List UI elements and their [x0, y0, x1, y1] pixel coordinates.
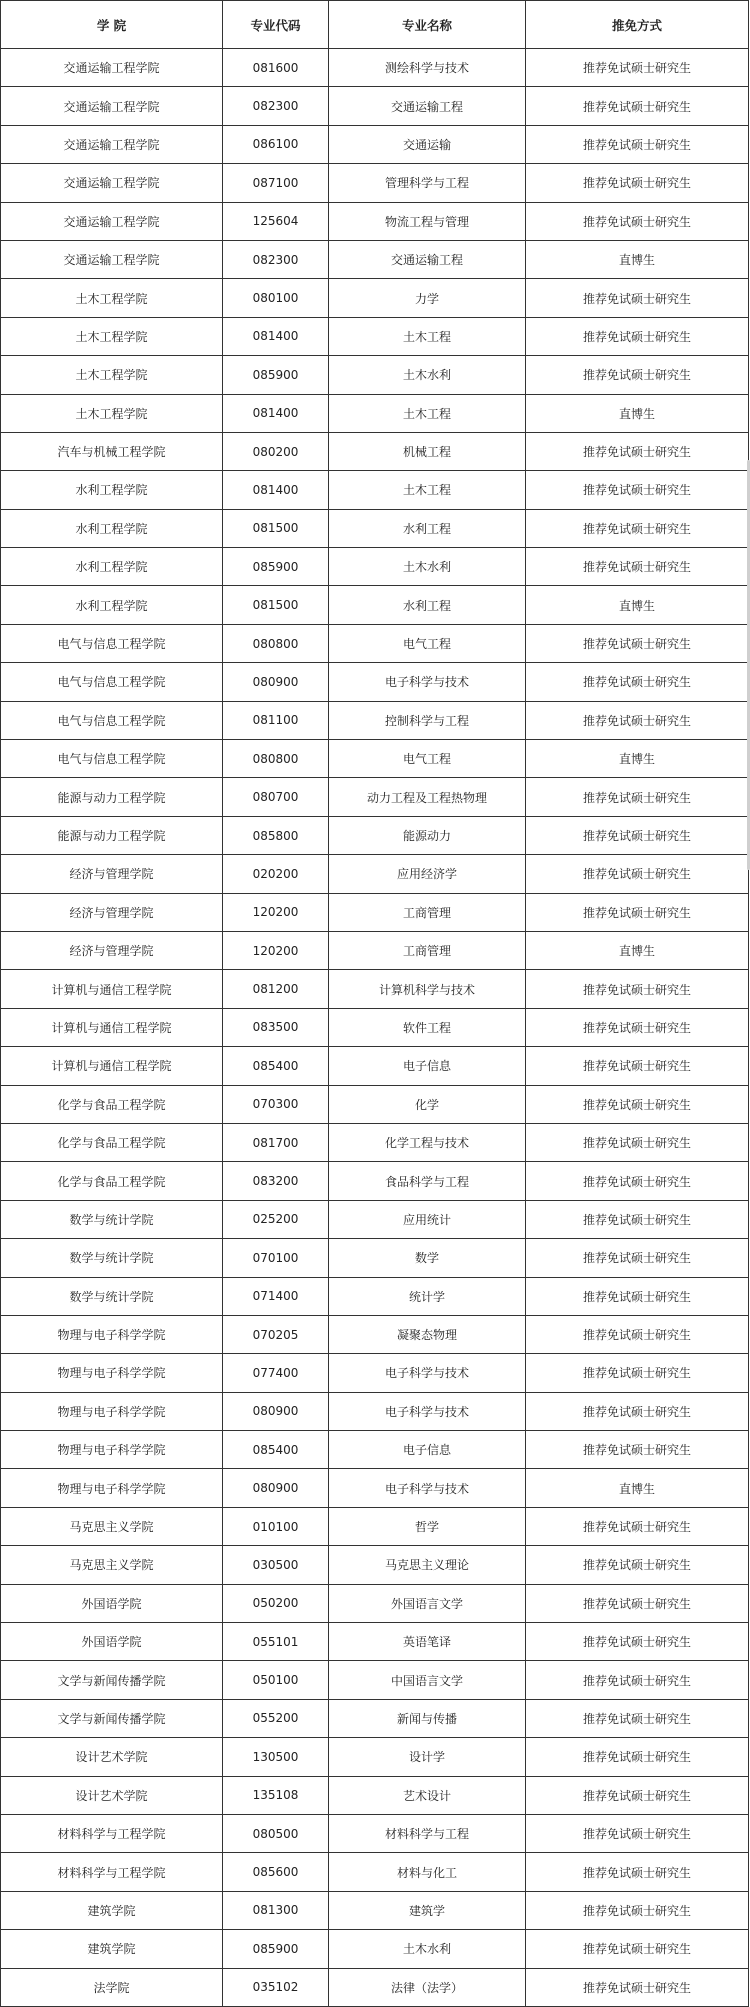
major-name-cell: 土木水利: [329, 548, 526, 586]
table-row: [1, 816, 749, 854]
table-row: [1, 317, 749, 355]
major-code-cell: 080900: [223, 663, 329, 701]
table-row: [1, 548, 749, 586]
recommendation-type-cell: 推荐免试硕士研究生: [526, 356, 749, 394]
college-cell: 经济与管理学院: [1, 931, 223, 969]
recommendation-type-cell: 推荐免试硕士研究生: [526, 1239, 749, 1277]
major-name-cell: 工商管理: [329, 931, 526, 969]
college-cell: 计算机与通信工程学院: [1, 970, 223, 1008]
college-cell: 文学与新闻传播学院: [1, 1699, 223, 1737]
major-code-cell: 085900: [223, 356, 329, 394]
recommendation-type-cell: 推荐免试硕士研究生: [526, 49, 749, 87]
table-row: [1, 1853, 749, 1891]
college-cell: 能源与动力工程学院: [1, 778, 223, 816]
table-row: [1, 1738, 749, 1776]
table-row: [1, 1699, 749, 1737]
recommendation-type-cell: 推荐免试硕士研究生: [526, 548, 749, 586]
major-name-cell: 软件工程: [329, 1008, 526, 1046]
table-row: [1, 394, 749, 432]
college-cell: 电气与信息工程学院: [1, 740, 223, 778]
major-name-cell: 管理科学与工程: [329, 164, 526, 202]
college-cell: 计算机与通信工程学院: [1, 1047, 223, 1085]
major-name-cell: 中国语言文学: [329, 1661, 526, 1699]
major-name-cell: 能源动力: [329, 816, 526, 854]
table-row: [1, 1047, 749, 1085]
college-cell: 化学与食品工程学院: [1, 1085, 223, 1123]
table-row: [1, 1123, 749, 1161]
header-major-code: 专业代码: [223, 1, 329, 49]
recommendation-type-cell: 推荐免试硕士研究生: [526, 279, 749, 317]
header-row: [1, 1, 749, 49]
recommendation-type-cell: 推荐免试硕士研究生: [526, 1623, 749, 1661]
recommendation-type-cell: 推荐免试硕士研究生: [526, 970, 749, 1008]
college-cell: 马克思主义学院: [1, 1507, 223, 1545]
major-code-cell: 082300: [223, 87, 329, 125]
college-cell: 交通运输工程学院: [1, 87, 223, 125]
major-code-cell: 082300: [223, 240, 329, 278]
table-row: [1, 1546, 749, 1584]
major-name-cell: 电子科学与技术: [329, 663, 526, 701]
recommendation-type-cell: 推荐免试硕士研究生: [526, 624, 749, 662]
table-row: [1, 1469, 749, 1507]
major-name-cell: 英语笔译: [329, 1623, 526, 1661]
recommendation-type-cell: 推荐免试硕士研究生: [526, 893, 749, 931]
major-name-cell: 电子科学与技术: [329, 1392, 526, 1430]
recommendation-type-cell: 推荐免试硕士研究生: [526, 816, 749, 854]
table-row: [1, 1623, 749, 1661]
major-code-cell: 080900: [223, 1392, 329, 1430]
college-cell: 设计艺术学院: [1, 1776, 223, 1814]
recommendation-type-cell: 推荐免试硕士研究生: [526, 663, 749, 701]
major-name-cell: 艺术设计: [329, 1776, 526, 1814]
table-row: [1, 624, 749, 662]
table-row: [1, 701, 749, 739]
recommendation-type-cell: 推荐免试硕士研究生: [526, 164, 749, 202]
recommendation-type-cell: 推荐免试硕士研究生: [526, 432, 749, 470]
major-code-cell: 085400: [223, 1431, 329, 1469]
major-code-cell: 083500: [223, 1008, 329, 1046]
major-code-cell: 085900: [223, 548, 329, 586]
table-row: [1, 125, 749, 163]
major-code-cell: 050200: [223, 1584, 329, 1622]
major-code-cell: 081400: [223, 394, 329, 432]
table-row: [1, 1085, 749, 1123]
recommendation-type-cell: 推荐免试硕士研究生: [526, 1162, 749, 1200]
table-header: [1, 1, 749, 49]
college-cell: 马克思主义学院: [1, 1546, 223, 1584]
major-name-cell: 电气工程: [329, 740, 526, 778]
college-cell: 法学院: [1, 1968, 223, 2006]
major-name-cell: 机械工程: [329, 432, 526, 470]
recommendation-type-cell: 推荐免试硕士研究生: [526, 1584, 749, 1622]
table-row: [1, 164, 749, 202]
recommendation-type-cell: 推荐免试硕士研究生: [526, 87, 749, 125]
college-cell: 物理与电子科学学院: [1, 1315, 223, 1353]
recommendation-type-cell: 推荐免试硕士研究生: [526, 1661, 749, 1699]
major-name-cell: 马克思主义理论: [329, 1546, 526, 1584]
major-code-cell: 081600: [223, 49, 329, 87]
college-cell: 水利工程学院: [1, 471, 223, 509]
major-name-cell: 水利工程: [329, 586, 526, 624]
major-name-cell: 物流工程与管理: [329, 202, 526, 240]
major-code-cell: 081100: [223, 701, 329, 739]
major-code-cell: 081200: [223, 970, 329, 1008]
table-row: [1, 778, 749, 816]
table-row: [1, 1392, 749, 1430]
major-code-cell: 080800: [223, 624, 329, 662]
recommendation-type-cell: 推荐免试硕士研究生: [526, 778, 749, 816]
recommendation-type-cell: 推荐免试硕士研究生: [526, 1200, 749, 1238]
recommendation-type-cell: 推荐免试硕士研究生: [526, 1699, 749, 1737]
table-row: [1, 432, 749, 470]
major-name-cell: 电子科学与技术: [329, 1354, 526, 1392]
major-code-cell: 050100: [223, 1661, 329, 1699]
major-name-cell: 土木水利: [329, 356, 526, 394]
college-cell: 汽车与机械工程学院: [1, 432, 223, 470]
table-row: [1, 1008, 749, 1046]
major-code-cell: 080800: [223, 740, 329, 778]
major-code-cell: 085600: [223, 1853, 329, 1891]
table-row: [1, 202, 749, 240]
recommendation-type-cell: 直博生: [526, 586, 749, 624]
major-code-cell: 081400: [223, 317, 329, 355]
major-code-cell: 055200: [223, 1699, 329, 1737]
recommendation-type-cell: 推荐免试硕士研究生: [526, 1123, 749, 1161]
table-row: [1, 1315, 749, 1353]
major-name-cell: 设计学: [329, 1738, 526, 1776]
recommendation-type-cell: 推荐免试硕士研究生: [526, 855, 749, 893]
recommendation-type-cell: 推荐免试硕士研究生: [526, 1431, 749, 1469]
major-name-cell: 电子信息: [329, 1047, 526, 1085]
college-cell: 材料科学与工程学院: [1, 1814, 223, 1852]
major-code-cell: 020200: [223, 855, 329, 893]
recommendation-type-cell: 推荐免试硕士研究生: [526, 509, 749, 547]
major-name-cell: 化学: [329, 1085, 526, 1123]
college-cell: 交通运输工程学院: [1, 49, 223, 87]
major-name-cell: 统计学: [329, 1277, 526, 1315]
college-cell: 计算机与通信工程学院: [1, 1008, 223, 1046]
recommendation-type-cell: 推荐免试硕士研究生: [526, 1008, 749, 1046]
recommendation-type-cell: 推荐免试硕士研究生: [526, 1930, 749, 1968]
major-name-cell: 应用经济学: [329, 855, 526, 893]
table-row: [1, 1584, 749, 1622]
table-row: [1, 855, 749, 893]
college-cell: 设计艺术学院: [1, 1738, 223, 1776]
major-code-cell: 120200: [223, 931, 329, 969]
recommendation-type-cell: 推荐免试硕士研究生: [526, 701, 749, 739]
college-cell: 水利工程学院: [1, 586, 223, 624]
major-code-cell: 125604: [223, 202, 329, 240]
major-name-cell: 测绘科学与技术: [329, 49, 526, 87]
major-code-cell: 010100: [223, 1507, 329, 1545]
table-row: [1, 1814, 749, 1852]
recommendation-type-cell: 推荐免试硕士研究生: [526, 1315, 749, 1353]
recommendation-type-cell: 推荐免试硕士研究生: [526, 1354, 749, 1392]
major-name-cell: 土木工程: [329, 394, 526, 432]
table-row: [1, 356, 749, 394]
table-row: [1, 1507, 749, 1545]
major-code-cell: 080100: [223, 279, 329, 317]
major-name-cell: 建筑学: [329, 1891, 526, 1929]
major-name-cell: 力学: [329, 279, 526, 317]
college-cell: 化学与食品工程学院: [1, 1162, 223, 1200]
recommendation-type-cell: 推荐免试硕士研究生: [526, 1085, 749, 1123]
major-code-cell: 085800: [223, 816, 329, 854]
recommendation-type-cell: 推荐免试硕士研究生: [526, 1853, 749, 1891]
college-cell: 电气与信息工程学院: [1, 701, 223, 739]
table-row: [1, 970, 749, 1008]
table-body: [1, 49, 749, 2007]
table-row: [1, 1891, 749, 1929]
table-row: [1, 240, 749, 278]
table-row: [1, 1930, 749, 1968]
major-code-cell: 081500: [223, 509, 329, 547]
major-name-cell: 水利工程: [329, 509, 526, 547]
header-recommendation-type: 推免方式: [526, 1, 749, 49]
table-row: [1, 1239, 749, 1277]
table-row: [1, 471, 749, 509]
table-row: [1, 1277, 749, 1315]
table-row: [1, 87, 749, 125]
college-cell: 交通运输工程学院: [1, 125, 223, 163]
college-cell: 数学与统计学院: [1, 1239, 223, 1277]
college-cell: 文学与新闻传播学院: [1, 1661, 223, 1699]
major-name-cell: 材料与化工: [329, 1853, 526, 1891]
college-cell: 水利工程学院: [1, 548, 223, 586]
college-cell: 交通运输工程学院: [1, 202, 223, 240]
college-cell: 材料科学与工程学院: [1, 1853, 223, 1891]
major-code-cell: 035102: [223, 1968, 329, 2006]
major-name-cell: 外国语言文学: [329, 1584, 526, 1622]
recommendation-type-cell: 推荐免试硕士研究生: [526, 1392, 749, 1430]
recommendation-type-cell: 推荐免试硕士研究生: [526, 202, 749, 240]
table-row: [1, 1200, 749, 1238]
college-cell: 土木工程学院: [1, 317, 223, 355]
major-code-cell: 087100: [223, 164, 329, 202]
major-name-cell: 材料科学与工程: [329, 1814, 526, 1852]
college-cell: 电气与信息工程学院: [1, 624, 223, 662]
college-cell: 数学与统计学院: [1, 1200, 223, 1238]
major-code-cell: 081500: [223, 586, 329, 624]
major-name-cell: 电气工程: [329, 624, 526, 662]
college-cell: 建筑学院: [1, 1891, 223, 1929]
major-name-cell: 土木工程: [329, 317, 526, 355]
major-code-cell: 085400: [223, 1047, 329, 1085]
major-code-cell: 081400: [223, 471, 329, 509]
table-row: [1, 663, 749, 701]
major-code-cell: 130500: [223, 1738, 329, 1776]
major-code-cell: 030500: [223, 1546, 329, 1584]
recommendation-type-cell: 直博生: [526, 1469, 749, 1507]
major-code-cell: 081700: [223, 1123, 329, 1161]
header-major-name: 专业名称: [329, 1, 526, 49]
table-row: [1, 1354, 749, 1392]
college-cell: 化学与食品工程学院: [1, 1123, 223, 1161]
college-cell: 水利工程学院: [1, 509, 223, 547]
major-code-cell: 080900: [223, 1469, 329, 1507]
major-code-cell: 070300: [223, 1085, 329, 1123]
recommendation-type-cell: 推荐免试硕士研究生: [526, 1507, 749, 1545]
table-row: [1, 1776, 749, 1814]
table-row: [1, 1661, 749, 1699]
major-name-cell: 新闻与传播: [329, 1699, 526, 1737]
recommendation-type-cell: 推荐免试硕士研究生: [526, 125, 749, 163]
major-name-cell: 工商管理: [329, 893, 526, 931]
table-row: [1, 586, 749, 624]
major-name-cell: 数学: [329, 1239, 526, 1277]
recommendation-type-cell: 直博生: [526, 394, 749, 432]
recommendation-type-cell: 推荐免试硕士研究生: [526, 1738, 749, 1776]
college-cell: 经济与管理学院: [1, 893, 223, 931]
college-cell: 物理与电子科学学院: [1, 1354, 223, 1392]
major-name-cell: 土木水利: [329, 1930, 526, 1968]
table-row: [1, 893, 749, 931]
major-name-cell: 化学工程与技术: [329, 1123, 526, 1161]
major-name-cell: 应用统计: [329, 1200, 526, 1238]
major-name-cell: 交通运输工程: [329, 87, 526, 125]
recommendation-type-cell: 推荐免试硕士研究生: [526, 1968, 749, 2006]
recommendation-type-cell: 推荐免试硕士研究生: [526, 1814, 749, 1852]
major-code-cell: 055101: [223, 1623, 329, 1661]
college-cell: 交通运输工程学院: [1, 240, 223, 278]
major-name-cell: 动力工程及工程热物理: [329, 778, 526, 816]
major-name-cell: 法律（法学）: [329, 1968, 526, 2006]
header-college: 学 院: [1, 1, 223, 49]
table-row: [1, 931, 749, 969]
college-cell: 物理与电子科学学院: [1, 1392, 223, 1430]
recommendation-type-cell: 推荐免试硕士研究生: [526, 471, 749, 509]
table-row: [1, 1162, 749, 1200]
college-cell: 建筑学院: [1, 1930, 223, 1968]
college-cell: 物理与电子科学学院: [1, 1431, 223, 1469]
college-cell: 交通运输工程学院: [1, 164, 223, 202]
recommendation-type-cell: 直博生: [526, 740, 749, 778]
college-cell: 经济与管理学院: [1, 855, 223, 893]
major-code-cell: 085900: [223, 1930, 329, 1968]
major-code-cell: 070205: [223, 1315, 329, 1353]
major-name-cell: 电子信息: [329, 1431, 526, 1469]
college-cell: 电气与信息工程学院: [1, 663, 223, 701]
college-cell: 物理与电子科学学院: [1, 1469, 223, 1507]
recommendation-type-cell: 推荐免试硕士研究生: [526, 317, 749, 355]
major-name-cell: 电子科学与技术: [329, 1469, 526, 1507]
major-code-cell: 071400: [223, 1277, 329, 1315]
major-name-cell: 土木工程: [329, 471, 526, 509]
major-name-cell: 食品科学与工程: [329, 1162, 526, 1200]
table-row: [1, 1968, 749, 2006]
major-name-cell: 控制科学与工程: [329, 701, 526, 739]
recommendation-type-cell: 直博生: [526, 240, 749, 278]
major-name-cell: 计算机科学与技术: [329, 970, 526, 1008]
major-code-cell: 135108: [223, 1776, 329, 1814]
major-code-cell: 080700: [223, 778, 329, 816]
major-code-cell: 120200: [223, 893, 329, 931]
major-code-cell: 070100: [223, 1239, 329, 1277]
table-row: [1, 509, 749, 547]
college-cell: 土木工程学院: [1, 394, 223, 432]
recommendation-type-cell: 推荐免试硕士研究生: [526, 1891, 749, 1929]
college-cell: 外国语学院: [1, 1584, 223, 1622]
college-cell: 数学与统计学院: [1, 1277, 223, 1315]
major-code-cell: 086100: [223, 125, 329, 163]
college-cell: 土木工程学院: [1, 356, 223, 394]
recommendation-type-cell: 直博生: [526, 931, 749, 969]
table-row: [1, 1431, 749, 1469]
college-cell: 外国语学院: [1, 1623, 223, 1661]
recommendation-type-cell: 推荐免试硕士研究生: [526, 1047, 749, 1085]
major-name-cell: 交通运输工程: [329, 240, 526, 278]
college-cell: 能源与动力工程学院: [1, 816, 223, 854]
major-code-cell: 080200: [223, 432, 329, 470]
major-code-cell: 025200: [223, 1200, 329, 1238]
college-cell: 土木工程学院: [1, 279, 223, 317]
major-name-cell: 凝聚态物理: [329, 1315, 526, 1353]
recommendation-type-cell: 推荐免试硕士研究生: [526, 1776, 749, 1814]
table-row: [1, 740, 749, 778]
major-code-cell: 083200: [223, 1162, 329, 1200]
major-code-cell: 077400: [223, 1354, 329, 1392]
recommendation-type-cell: 推荐免试硕士研究生: [526, 1277, 749, 1315]
recommendation-type-cell: 推荐免试硕士研究生: [526, 1546, 749, 1584]
table-row: [1, 49, 749, 87]
table-row: [1, 279, 749, 317]
major-name-cell: 交通运输: [329, 125, 526, 163]
major-name-cell: 哲学: [329, 1507, 526, 1545]
major-code-cell: 080500: [223, 1814, 329, 1852]
major-code-cell: 081300: [223, 1891, 329, 1929]
